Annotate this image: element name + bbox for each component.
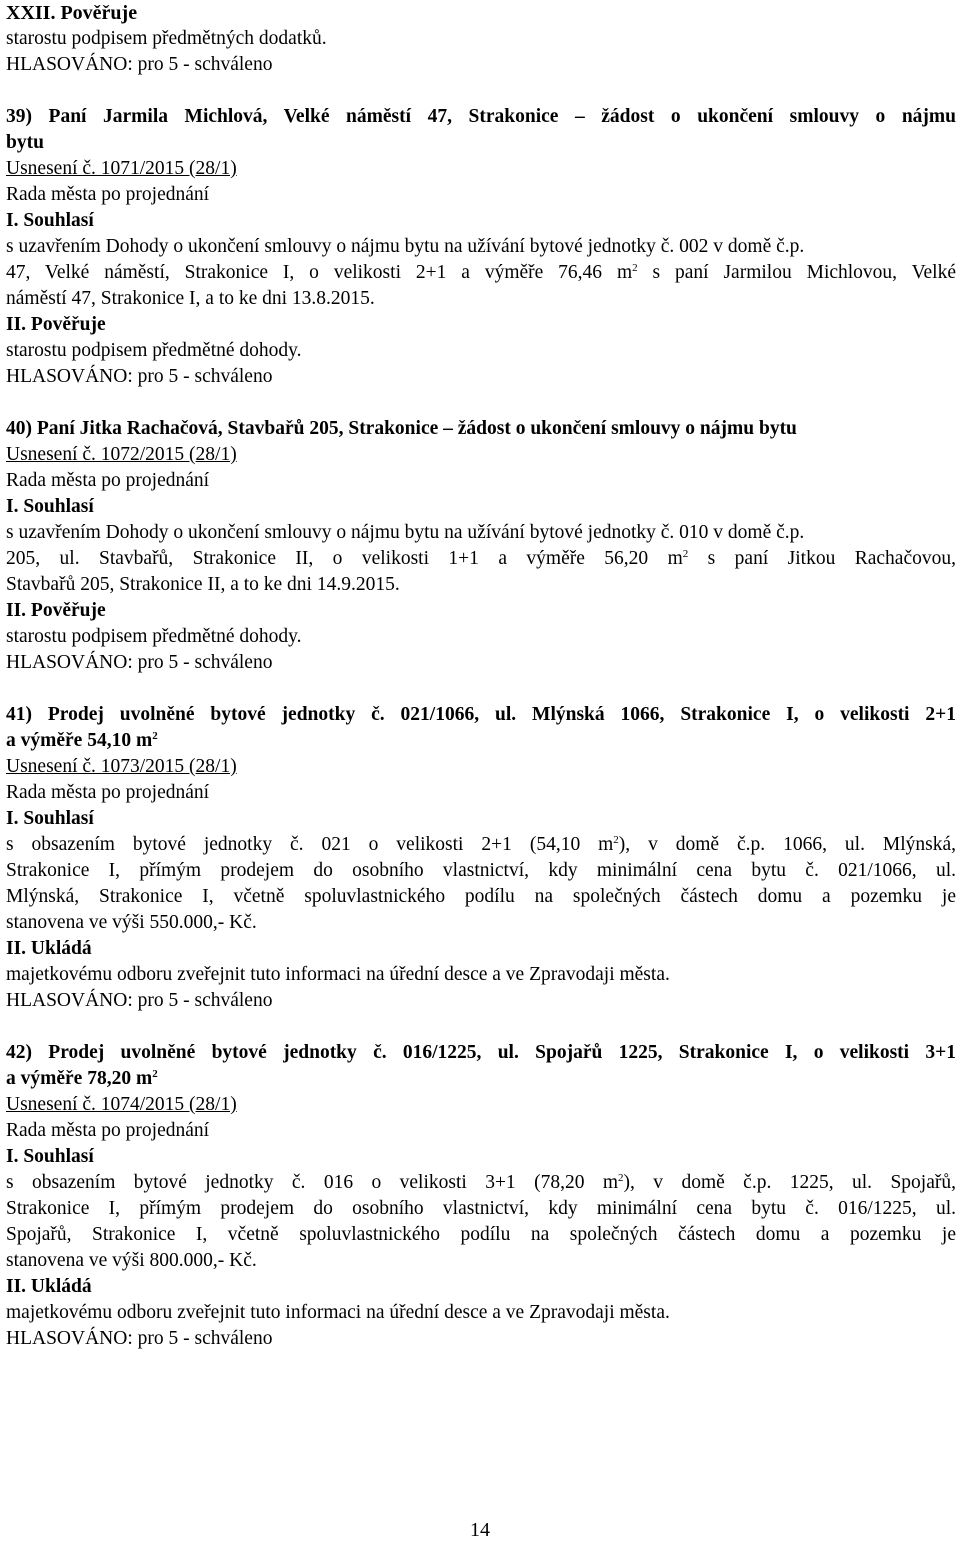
section-text: s obsazením bytové jednotky č. 021 o velikosti 2+1 (54,10 $m^2$), v domě č.p. 1066, ul. Mlýnská,	[6, 834, 956, 855]
section-text: Mlýnská, Strakonice I, včetně spoluvlastnického podílu na společných částech domu a pozemku je	[6, 886, 956, 907]
item-title-cont: a výměře 54,10 $m^2$	[6, 730, 158, 751]
section-text: 205, ul. Stavbařů, Strakonice II, o velikosti 1+1 a výměře 56,20 $m^2$ s paní Jitkou Rachačovou,	[6, 548, 956, 569]
section-text: starostu podpisem předmětné dohody.	[6, 626, 302, 647]
resolution-number: Usnesení č. 1074/2015 (28/1)	[6, 1094, 237, 1115]
section-heading: XXII. Pověřuje	[6, 2, 138, 24]
vote-result: HLASOVÁNO: pro 5 - schváleno	[6, 54, 273, 75]
section-text: s obsazením bytové jednotky č. 016 o velikosti 3+1 (78,20 $m^2$), v domě č.p. 1225, ul. Spojařů,	[6, 1172, 956, 1193]
council-text: Rada města po projednání	[6, 782, 210, 803]
vote-result: HLASOVÁNO: pro 5 - schváleno	[6, 652, 273, 673]
resolution-number: Usnesení č. 1072/2015 (28/1)	[6, 444, 237, 465]
section-text: starostu podpisem předmětné dohody.	[6, 340, 302, 361]
section-text: stanovena ve výši 800.000,- Kč.	[6, 1250, 257, 1271]
council-text: Rada města po projednání	[6, 1120, 210, 1141]
section-heading: II. Ukládá	[6, 938, 92, 959]
item-title-cont: bytu	[6, 132, 44, 153]
item-title: 41) Prodej uvolněné bytové jednotky č. 021/1066, ul. Mlýnská 1066, Strakonice I, o velikosti 2+1	[6, 704, 956, 725]
section-text: stanovena ve výši 550.000,- Kč.	[6, 912, 257, 933]
section-text: náměstí 47, Strakonice I, a to ke dni 13.8.2015.	[6, 288, 375, 309]
item-title: 42) Prodej uvolněné bytové jednotky č. 016/1225, ul. Spojařů 1225, Strakonice I, o velikosti 3+1	[6, 1042, 956, 1063]
section-text: majetkovému odboru zveřejnit tuto informaci na úřední desce a ve Zpravodaji města.	[6, 964, 670, 985]
document-page	[6, 0, 956, 1352]
item-title-cont: a výměře 78,20 $m^2$	[6, 1068, 158, 1089]
section-text: 47, Velké náměstí, Strakonice I, o velikosti 2+1 a výměře 76,46 $m^2$ s paní Jarmilou Michlovou, Velké	[6, 262, 956, 283]
section-heading: I. Souhlasí	[6, 210, 94, 231]
section-text: Strakonice I, přímým prodejem do osobního vlastnictví, kdy minimální cena bytu č. 021/1066, ul.	[6, 860, 956, 881]
section-text: Stavbařů 205, Strakonice II, a to ke dni 14.9.2015.	[6, 574, 400, 595]
page-number: 14	[470, 1519, 490, 1541]
section-text: s uzavřením Dohody o ukončení smlouvy o nájmu bytu na užívání bytové jednotky č. 010 v domě č.p.	[6, 522, 805, 543]
section-heading: I. Souhlasí	[6, 808, 94, 829]
item-title: 39) Paní Jarmila Michlová, Velké náměstí 47, Strakonice – žádost o ukončení smlouvy o nájmu	[6, 106, 956, 127]
section-text: Spojařů, Strakonice I, včetně spoluvlastnického podílu na společných částech domu a pozemku je	[6, 1224, 956, 1245]
item-title: 40) Paní Jitka Rachačová, Stavbařů 205, Strakonice – žádost o ukončení smlouvy o nájmu bytu	[6, 418, 797, 439]
section-text: s uzavřením Dohody o ukončení smlouvy o nájmu bytu na užívání bytové jednotky č. 002 v domě č.p.	[6, 236, 805, 257]
section-text: majetkovému odboru zveřejnit tuto informaci na úřední desce a ve Zpravodaji města.	[6, 1302, 670, 1323]
section-heading: II. Pověřuje	[6, 314, 106, 335]
section-heading: I. Souhlasí	[6, 496, 94, 517]
resolution-number: Usnesení č. 1073/2015 (28/1)	[6, 756, 237, 777]
council-text: Rada města po projednání	[6, 470, 210, 491]
section-heading: I. Souhlasí	[6, 1146, 94, 1167]
council-text: Rada města po projednání	[6, 184, 210, 205]
section-heading: II. Pověřuje	[6, 600, 106, 621]
vote-result: HLASOVÁNO: pro 5 - schváleno	[6, 990, 273, 1011]
section-text: starostu podpisem předmětných dodatků.	[6, 28, 327, 49]
resolution-number: Usnesení č. 1071/2015 (28/1)	[6, 158, 237, 179]
vote-result: HLASOVÁNO: pro 5 - schváleno	[6, 366, 273, 387]
section-text: Strakonice I, přímým prodejem do osobního vlastnictví, kdy minimální cena bytu č. 016/1225, ul.	[6, 1198, 956, 1219]
vote-result: HLASOVÁNO: pro 5 - schváleno	[6, 1328, 273, 1349]
section-heading: II. Ukládá	[6, 1276, 92, 1297]
